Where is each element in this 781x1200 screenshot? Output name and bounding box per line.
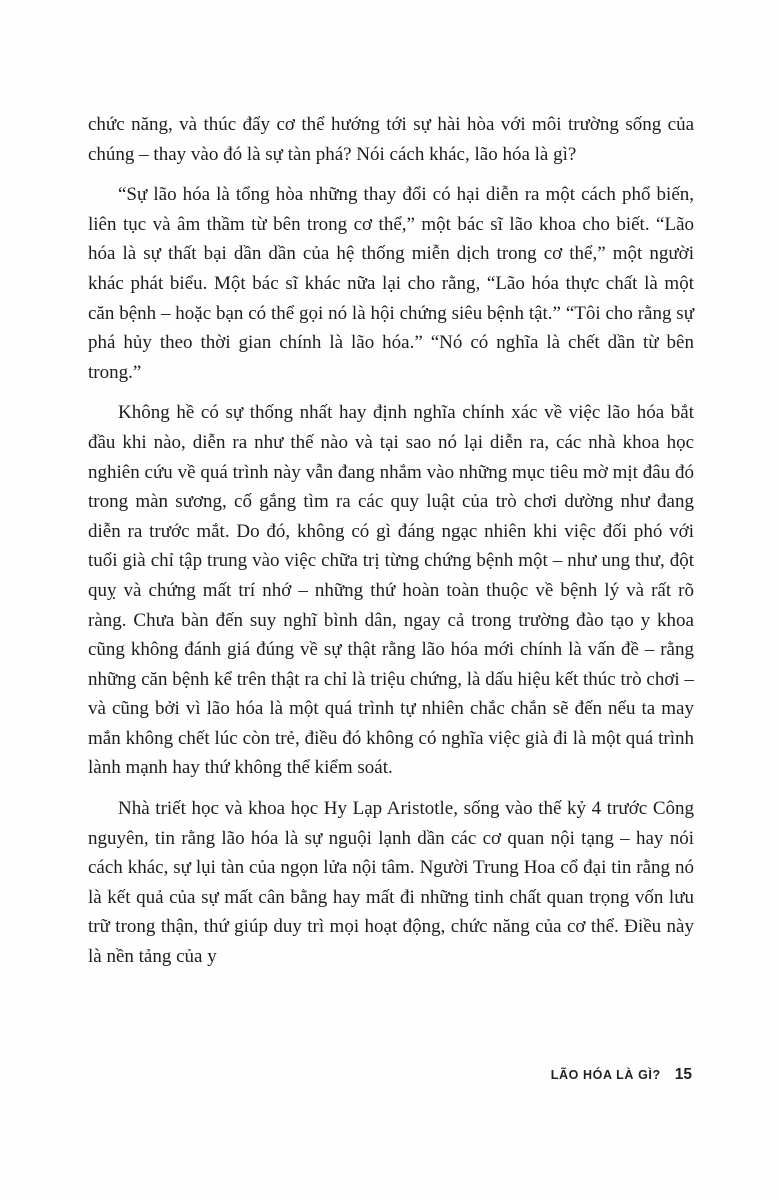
paragraph: “Sự lão hóa là tổng hòa những thay đổi có hại diễn ra một cách phổ biến, liên tục và âm thầm từ bên trong cơ thể,” một bác sĩ lão khoa cho biết. “Lão hóa là sự thất bại dần dần của hệ thống miễn dịch trong cơ thể,” một người khác phát biểu. Một bác sĩ khác nữa lại cho rằng, “Lão hóa thực chất là một căn bệnh – hoặc bạn có thể gọi nó là hội chứng siêu bệnh tật.” “Tôi cho rằng sự phá hủy theo thời gian chính là lão hóa.” “Nó có nghĩa là chết dần từ bên trong.” [88,184,694,383]
page-footer [551,1066,692,1084]
paragraph: Nhà triết học và khoa học Hy Lạp Aristotle, sống vào thế kỷ 4 trước Công nguyên, tin rằng lão hóa là sự nguội lạnh dần các cơ quan nội tạng – hay nói cách khác, sự lụi tàn của ngọn lửa nội tâm. Người Trung Hoa cổ đại tin rằng nó là kết quả của sự mất cân bằng hay mất đi những tinh chất quan trọng vốn lưu trữ trong thận, thứ giúp duy trì mọi hoạt động, chức năng của cơ thể. Điều này là nền tảng của y [88,798,694,968]
running-title: LÃO HÓA LÀ GÌ? [550,1068,661,1082]
page-number: 15 [674,1066,692,1083]
paragraph: Không hề có sự thống nhất hay định nghĩa chính xác về việc lão hóa bắt đầu khi nào, diễn ra như thế nào và tại sao nó lại diễn ra, các nhà khoa học nghiên cứu về quá trình này vẫn đang nhắm vào những mục tiêu mờ mịt đâu đó trong màn sương, cố gắng tìm ra các quy luật của trò chơi dường như đang diễn ra trước mắt. Do đó, không có gì đáng ngạc nhiên khi việc đối phó với tuổi già chỉ tập trung vào việc chữa trị từng chứng bệnh một – như ung thư, đột quỵ và chứng mất trí nhớ – những thứ hoàn toàn thuộc về bệnh lý và rất rõ ràng. Chưa bàn đến suy nghĩ bình dân, ngay cả trong trường đào tạo y khoa cũng không đánh giá đúng về sự thật rằng lão hóa mới chính là vấn đề – rằng những căn bệnh kể trên thật ra chỉ là triệu chứng, là dấu hiệu kết thúc trò chơi – và cũng bởi vì lão hóa là một quá trình tự nhiên chắc chắn sẽ đến nếu ta may mắn không chết lúc còn trẻ, điều đó không có nghĩa việc già đi là một quá trình lành mạnh hay thứ không thể kiểm soát. [88,402,694,779]
body-text [88,110,694,972]
paragraph-continuation: chức năng, và thúc đẩy cơ thể hướng tới sự hài hòa với môi trường sống của chúng – thay vào đó là sự tàn phá? Nói cách khác, lão hóa là gì? [88,114,694,165]
